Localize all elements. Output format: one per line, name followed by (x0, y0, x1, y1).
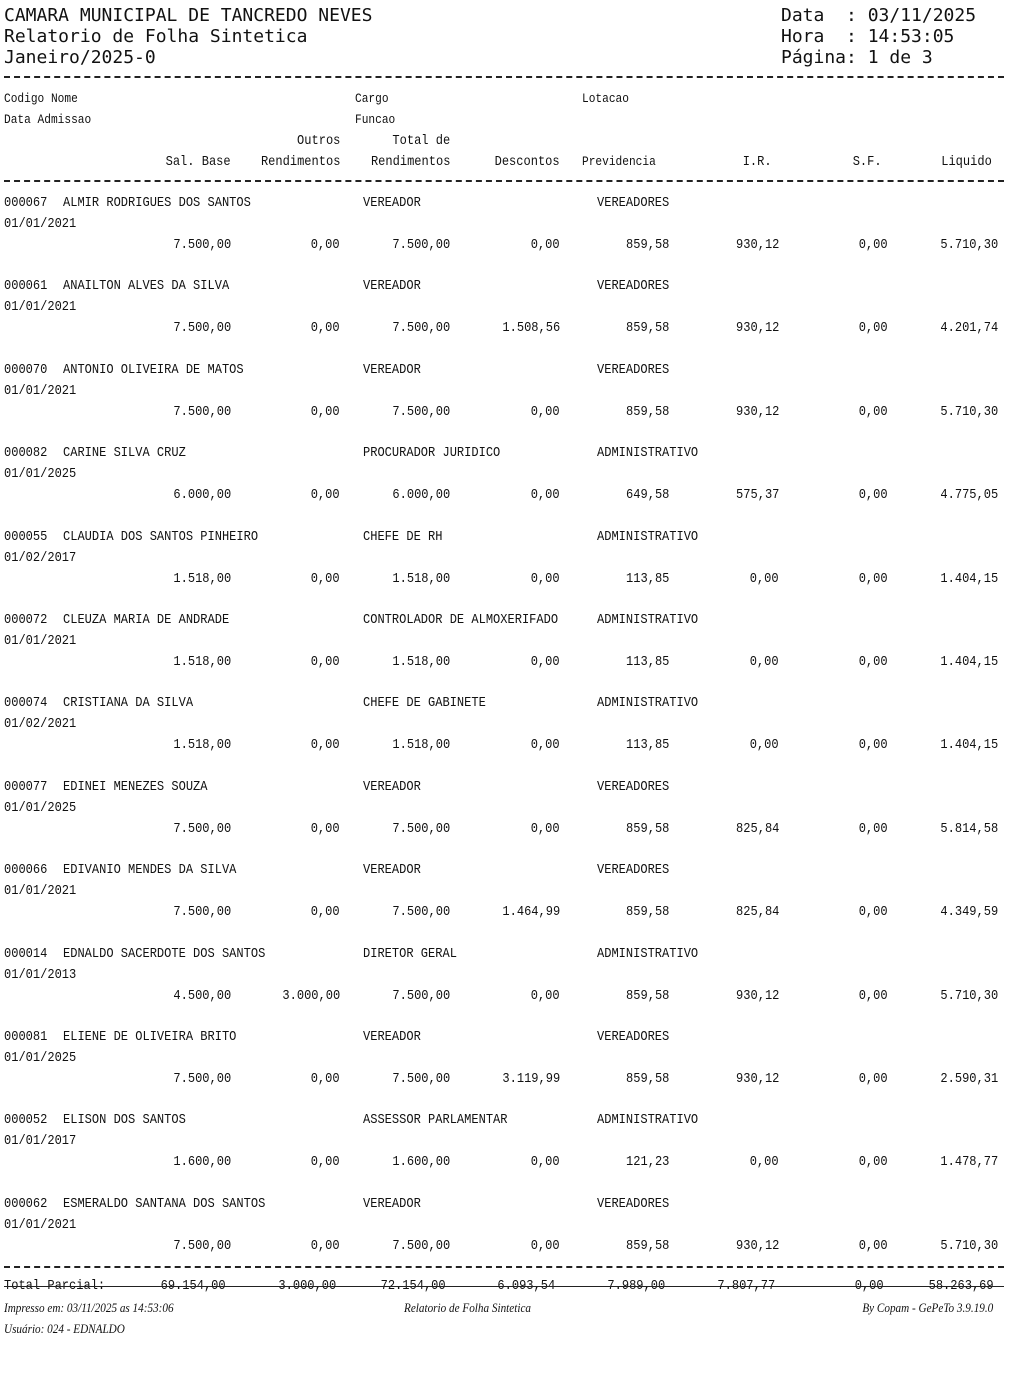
col-sal-base: Sal. Base (165, 154, 231, 170)
employee-sal-base: 7.500,00 (173, 237, 231, 253)
employee-name: EDIVANIO MENDES DA SILVA (63, 862, 237, 878)
col-codigo-nome: Codigo Nome (4, 91, 78, 106)
employee-admission-date: 01/01/2025 (4, 1050, 77, 1066)
employee-ir: 825,84 (735, 904, 779, 920)
employee-name: ANAILTON ALVES DA SILVA (63, 278, 230, 294)
employee-descontos: 0,00 (531, 571, 560, 587)
employee-ir: 0,00 (750, 654, 779, 670)
employee-name: ELIENE DE OLIVEIRA BRITO (63, 1029, 237, 1045)
employee-name: ELISON DOS SANTOS (63, 1112, 186, 1128)
employee-outros: 0,00 (311, 737, 340, 753)
footer-user: Usuário: 024 - EDNALDO (4, 1321, 125, 1336)
employee-liquido: 1.404,15 (940, 571, 998, 587)
employee-lotacao: ADMINISTRATIVO (597, 1112, 699, 1128)
employee-ir: 575,37 (735, 487, 779, 503)
employee-sf: 0,00 (859, 654, 888, 670)
employee-cargo: VEREADOR (363, 195, 421, 211)
employee-sal-base: 7.500,00 (173, 821, 231, 837)
col-previdencia: Previdencia (582, 154, 656, 169)
employee-cargo: VEREADOR (363, 1029, 421, 1045)
employee-total: 1.518,00 (392, 654, 450, 670)
employee-sf: 0,00 (859, 237, 888, 253)
employee-name: CRISTIANA DA SILVA (63, 695, 194, 711)
employee-name: ALMIR RODRIGUES DOS SANTOS (63, 195, 251, 211)
employee-total: 7.500,00 (392, 1071, 450, 1087)
employee-previdencia: 859,58 (625, 1238, 669, 1254)
employee-total: 6.000,00 (392, 487, 450, 503)
col-descontos: Descontos (494, 154, 560, 170)
employee-lotacao: VEREADORES (597, 1029, 670, 1045)
col-total-de: Total de (392, 133, 450, 149)
employee-admission-date: 01/01/2025 (4, 466, 77, 482)
employee-cargo: CHEFE DE GABINETE (363, 695, 486, 711)
employee-sf: 0,00 (859, 821, 888, 837)
employee-sal-base: 6.000,00 (173, 487, 231, 503)
employee-lotacao: ADMINISTRATIVO (597, 612, 699, 628)
employee-ir: 930,12 (735, 1071, 779, 1087)
employee-sf: 0,00 (859, 737, 888, 753)
employee-outros: 0,00 (311, 1154, 340, 1170)
employee-total: 7.500,00 (392, 237, 450, 253)
employee-cargo: VEREADOR (363, 862, 421, 878)
employee-total: 1.600,00 (392, 1154, 450, 1170)
employee-code: 000055 (4, 529, 48, 545)
employee-code: 000061 (4, 278, 48, 294)
employee-lotacao: ADMINISTRATIVO (597, 695, 699, 711)
employee-previdencia: 859,58 (625, 904, 669, 920)
employee-previdencia: 859,58 (625, 237, 669, 253)
report-title: Relatorio de Folha Sintetica (4, 26, 308, 47)
employee-liquido: 1.478,77 (940, 1154, 998, 1170)
employee-name: ANTONIO OLIVEIRA DE MATOS (63, 362, 244, 378)
col-data-admissao: Data Admissao (4, 112, 92, 127)
employee-cargo: VEREADOR (363, 278, 421, 294)
employee-admission-date: 01/01/2013 (4, 967, 77, 983)
totals-ir: 7.807,77 (717, 1278, 775, 1294)
totals-descontos: 6.093,54 (497, 1278, 555, 1294)
employee-liquido: 4.201,74 (940, 320, 998, 336)
employee-outros: 0,00 (311, 654, 340, 670)
employee-liquido: 2.590,31 (940, 1071, 998, 1087)
employee-name: EDNALDO SACERDOTE DOS SANTOS (63, 946, 266, 962)
employee-sf: 0,00 (859, 320, 888, 336)
employee-lotacao: VEREADORES (597, 862, 670, 878)
col-outros-rendimentos: Rendimentos (260, 154, 340, 170)
totals-liquido: 58.263,69 (928, 1278, 994, 1294)
employee-descontos: 0,00 (531, 404, 560, 420)
employee-ir: 0,00 (750, 571, 779, 587)
employee-sal-base: 1.518,00 (173, 571, 231, 587)
employee-outros: 0,00 (311, 404, 340, 420)
employee-ir: 930,12 (735, 404, 779, 420)
employee-code: 000070 (4, 362, 48, 378)
employee-liquido: 5.710,30 (940, 237, 998, 253)
employee-admission-date: 01/01/2025 (4, 800, 77, 816)
employee-descontos: 0,00 (531, 487, 560, 503)
employee-total: 7.500,00 (392, 821, 450, 837)
employee-sf: 0,00 (859, 404, 888, 420)
employee-descontos: 3.119,99 (502, 1071, 560, 1087)
employee-ir: 930,12 (735, 320, 779, 336)
employee-ir: 0,00 (750, 1154, 779, 1170)
report-date: Data : 03/11/2025 (781, 5, 977, 26)
col-total-rendimentos: Rendimentos (370, 154, 450, 170)
employee-total: 7.500,00 (392, 320, 450, 336)
employee-cargo: VEREADOR (363, 1196, 421, 1212)
employee-sf: 0,00 (859, 904, 888, 920)
employee-liquido: 1.404,15 (940, 737, 998, 753)
employee-outros: 0,00 (311, 487, 340, 503)
employee-previdencia: 649,58 (625, 487, 669, 503)
employee-admission-date: 01/01/2021 (4, 383, 77, 399)
totals-divider (4, 1266, 1004, 1268)
footer-by: By Copam - GePeTo 3.9.19.0 (862, 1300, 993, 1315)
col-sf: S.F. (853, 154, 882, 170)
col-ir: I.R. (743, 154, 772, 170)
report-time: Hora : 14:53:05 (781, 26, 955, 47)
employee-sal-base: 4.500,00 (173, 988, 231, 1004)
employee-total: 7.500,00 (392, 988, 450, 1004)
employee-admission-date: 01/02/2017 (4, 550, 77, 566)
col-lotacao: Lotacao (582, 91, 629, 106)
employee-outros: 0,00 (311, 237, 340, 253)
employee-outros: 0,00 (311, 821, 340, 837)
employee-previdencia: 859,58 (625, 320, 669, 336)
employee-sal-base: 1.600,00 (173, 1154, 231, 1170)
employee-cargo: ASSESSOR PARLAMENTAR (363, 1112, 508, 1128)
employee-sal-base: 7.500,00 (173, 904, 231, 920)
employee-admission-date: 01/01/2021 (4, 216, 77, 232)
totals-strike-line (4, 1286, 1004, 1287)
employee-descontos: 1.464,99 (502, 904, 560, 920)
employee-sal-base: 1.518,00 (173, 737, 231, 753)
employee-lotacao: ADMINISTRATIVO (597, 445, 699, 461)
employee-sf: 0,00 (859, 988, 888, 1004)
employee-liquido: 4.775,05 (940, 487, 998, 503)
employee-sal-base: 1.518,00 (173, 654, 231, 670)
employee-liquido: 1.404,15 (940, 654, 998, 670)
employee-code: 000052 (4, 1112, 48, 1128)
employee-lotacao: VEREADORES (597, 278, 670, 294)
employee-ir: 825,84 (735, 821, 779, 837)
totals-row (0, 1276, 1009, 1294)
employee-previdencia: 859,58 (625, 988, 669, 1004)
col-liquido: Liquido (941, 154, 992, 170)
employee-admission-date: 01/01/2021 (4, 299, 77, 315)
employee-descontos: 0,00 (531, 821, 560, 837)
employee-code: 000066 (4, 862, 48, 878)
employee-liquido: 5.814,58 (940, 821, 998, 837)
employee-descontos: 0,00 (531, 654, 560, 670)
employee-descontos: 0,00 (531, 988, 560, 1004)
employee-cargo: PROCURADOR JURIDICO (363, 445, 501, 461)
employee-lotacao: VEREADORES (597, 779, 670, 795)
employee-sf: 0,00 (859, 1154, 888, 1170)
employee-code: 000077 (4, 779, 48, 795)
employee-total: 1.518,00 (392, 737, 450, 753)
employee-name: EDINEI MENEZES SOUZA (63, 779, 208, 795)
employee-code: 000014 (4, 946, 48, 962)
col-outros: Outros (296, 133, 340, 149)
employee-outros: 0,00 (311, 1238, 340, 1254)
employee-admission-date: 01/01/2021 (4, 633, 77, 649)
employee-admission-date: 01/01/2021 (4, 1217, 77, 1233)
employee-code: 000062 (4, 1196, 48, 1212)
employee-sal-base: 7.500,00 (173, 1071, 231, 1087)
employee-name: ESMERALDO SANTANA DOS SANTOS (63, 1196, 266, 1212)
employee-descontos: 1.508,56 (502, 320, 560, 336)
employee-previdencia: 859,58 (625, 1071, 669, 1087)
employee-code: 000082 (4, 445, 48, 461)
employee-total: 7.500,00 (392, 1238, 450, 1254)
employee-admission-date: 01/02/2021 (4, 716, 77, 732)
totals-sf: 0,00 (855, 1278, 884, 1294)
employee-sf: 0,00 (859, 1238, 888, 1254)
report-period: Janeiro/2025-0 (4, 47, 156, 68)
employee-code: 000067 (4, 195, 48, 211)
employee-sf: 0,00 (859, 487, 888, 503)
header-divider (4, 76, 1004, 78)
employee-previdencia: 859,58 (625, 821, 669, 837)
footer-printed: Impresso em: 03/11/2025 as 14:53:06 (4, 1300, 174, 1315)
employee-name: CARINE SILVA CRUZ (63, 445, 186, 461)
employee-cargo: VEREADOR (363, 362, 421, 378)
footer-report: Relatorio de Folha Sintetica (404, 1300, 531, 1315)
employee-ir: 930,12 (735, 237, 779, 253)
totals-sal-base: 69.154,00 (160, 1278, 226, 1294)
employee-previdencia: 113,85 (625, 571, 669, 587)
employee-total: 1.518,00 (392, 571, 450, 587)
employee-total: 7.500,00 (392, 404, 450, 420)
totals-total: 72.154,00 (380, 1278, 446, 1294)
employee-code: 000081 (4, 1029, 48, 1045)
employee-lotacao: ADMINISTRATIVO (597, 529, 699, 545)
employee-outros: 0,00 (311, 904, 340, 920)
employee-lotacao: ADMINISTRATIVO (597, 946, 699, 962)
col-funcao: Funcao (355, 112, 396, 127)
employee-lotacao: VEREADORES (597, 195, 670, 211)
employee-sal-base: 7.500,00 (173, 1238, 231, 1254)
employee-descontos: 0,00 (531, 737, 560, 753)
employee-outros: 0,00 (311, 571, 340, 587)
employee-code: 000074 (4, 695, 48, 711)
employee-name: CLAUDIA DOS SANTOS PINHEIRO (63, 529, 259, 545)
employee-outros: 0,00 (311, 1071, 340, 1087)
employee-previdencia: 121,23 (625, 1154, 669, 1170)
employee-outros: 3.000,00 (282, 988, 340, 1004)
employee-liquido: 5.710,30 (940, 1238, 998, 1254)
employee-liquido: 5.710,30 (940, 404, 998, 420)
employee-cargo: CONTROLADOR DE ALMOXERIFADO (363, 612, 559, 628)
employee-liquido: 4.349,59 (940, 904, 998, 920)
employee-sal-base: 7.500,00 (173, 404, 231, 420)
totals-previdencia: 7.989,00 (607, 1278, 665, 1294)
employee-outros: 0,00 (311, 320, 340, 336)
employee-sf: 0,00 (859, 1071, 888, 1087)
page-number: Página: 1 de 3 (781, 47, 933, 68)
col-cargo: Cargo (355, 91, 389, 106)
employee-name: CLEUZA MARIA DE ANDRADE (63, 612, 230, 628)
employee-cargo: CHEFE DE RH (363, 529, 443, 545)
employee-lotacao: VEREADORES (597, 1196, 670, 1212)
employee-descontos: 0,00 (531, 1238, 560, 1254)
employee-cargo: DIRETOR GERAL (363, 946, 457, 962)
employee-admission-date: 01/01/2017 (4, 1133, 77, 1149)
employee-code: 000072 (4, 612, 48, 628)
employee-previdencia: 113,85 (625, 654, 669, 670)
employee-sal-base: 7.500,00 (173, 320, 231, 336)
employee-previdencia: 113,85 (625, 737, 669, 753)
employee-liquido: 5.710,30 (940, 988, 998, 1004)
totals-label: Total Parcial: (4, 1278, 106, 1294)
employee-ir: 0,00 (750, 737, 779, 753)
org-name: CAMARA MUNICIPAL DE TANCREDO NEVES (4, 5, 373, 26)
employee-sf: 0,00 (859, 571, 888, 587)
totals-outros: 3.000,00 (278, 1278, 336, 1294)
employee-previdencia: 859,58 (625, 404, 669, 420)
employee-lotacao: VEREADORES (597, 362, 670, 378)
columns-divider (4, 180, 1004, 182)
employee-descontos: 0,00 (531, 1154, 560, 1170)
employee-descontos: 0,00 (531, 237, 560, 253)
employee-cargo: VEREADOR (363, 779, 421, 795)
employee-total: 7.500,00 (392, 904, 450, 920)
employee-admission-date: 01/01/2021 (4, 883, 77, 899)
employee-ir: 930,12 (735, 988, 779, 1004)
employee-ir: 930,12 (735, 1238, 779, 1254)
